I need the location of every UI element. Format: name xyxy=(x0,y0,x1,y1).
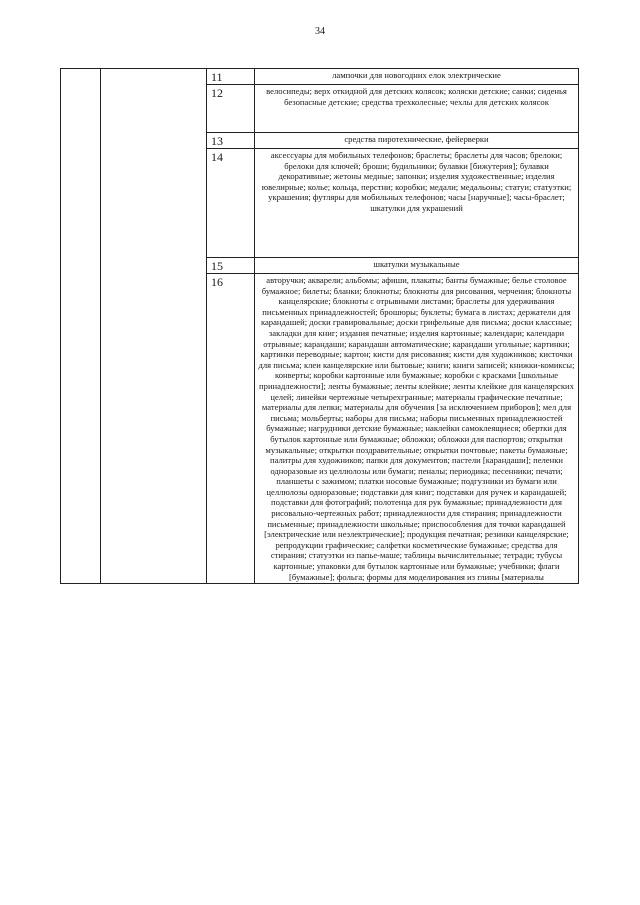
goods-list: лампочки для новогодних елок электрические xyxy=(255,69,579,85)
goods-list: авторучки; акварели; альбомы; афиши, плакаты; банты бумажные; белье столовое бумажное; билеты; бланки; блокноты; блокноты для рисования, черчения; блокноты канцелярские; блокноты с отрывными листами; браслеты для удерживания письменных принадлежностей; брошюры; буклеты; бумага в листах; держатели для карандашей; доски гравировальные; доски грифельные для письма; доски классные; закладки для книг; издания печатные; изделия картонные; календари; календари отрывные; карандаши; карандаши автоматические; карандаши угольные; картинки; картинки переводные; картон; кисти для рисования; кисти для художников; кисточки для письма; клеи канцелярские или бытовые; книги; книги записей; книжки-комиксы; конверты; коробки картонные или бумажные; коробки с красками [школьные принадлежности]; ленты бумажные; ленты клейкие; ленты клейкие для канцелярских целей; линейки чертежные четырехгранные; материалы графические печатные; материалы для лепки; материалы для обучения [за исключением приборов]; мел для письма; мольберты; наборы для письма; наборы письменных принадлежностей бумажные; нагрудники детские бумажные; наклейки самоклеящиеся; обертки для бутылок картонные или бумажные; обложки; обложки для паспортов; открытки музыкальные; открытки поздравительные; открытки почтовые; пакеты бумажные; палитры для художников; папки для документов; пастели [карандаши]; пеленки одноразовые из целлюлозы или бумаги; пеналы; периодика; песенники; печати; планшеты с зажимом; платки носовые бумажные; подгузники из бумаги или целлюлозы одноразовые; подставки для книг; подставки для ручек и карандашей; подставки для фотографий; полотенца для рук бумажные; принадлежности для рисовально-чертежных работ; принадлежности для стирания; принадлежности письменные; принадлежности школьные; приспособления для точки карандашей [электрические или неэлектрические]; продукция печатная; резинки канцелярские; репродукции графические; салфетки косметические бумажные; средства для стирания; статуэтки из папье-маше; таблицы вычислительные; тетради; тубусы картонные; упаковки для бутылок картонные или бумажные; учебники; флаги [бумажные]; фольга; формы для моделирования из глины [материалы xyxy=(255,274,579,584)
goods-list: шкатулки музыкальные xyxy=(255,258,579,274)
goods-list: средства пиротехнические, фейерверки xyxy=(255,133,579,149)
blank-column-2 xyxy=(101,69,207,584)
page-number: 34 xyxy=(315,26,325,37)
class-number: 13 xyxy=(207,133,255,149)
class-number: 14 xyxy=(207,149,255,258)
class-number: 15 xyxy=(207,258,255,274)
goods-table xyxy=(60,68,579,584)
table-row xyxy=(61,69,579,85)
class-number: 12 xyxy=(207,85,255,133)
goods-list: аксессуары для мобильных телефонов; браслеты; браслеты для часов; брелоки; брелоки для ключей; броши; будильники; булавки [бижутерия]; булавки декоративные; жетоны медные; запонки; изделия художественные; изделия ювелирные; колье; кольца, перстни; коробки; медали; медальоны; статуи; статуэтки; украшения; футляры для мобильных телефонов; часы [наручные]; часы-браслет; шкатулки для украшений xyxy=(255,149,579,258)
blank-column-1 xyxy=(61,69,101,584)
class-number: 11 xyxy=(207,69,255,85)
goods-list: велосипеды; верх откидной для детских колясок; коляски детские; санки; сиденья безопасные детские; средства трехколесные; чехлы для детских колясок xyxy=(255,85,579,133)
class-number: 16 xyxy=(207,274,255,584)
